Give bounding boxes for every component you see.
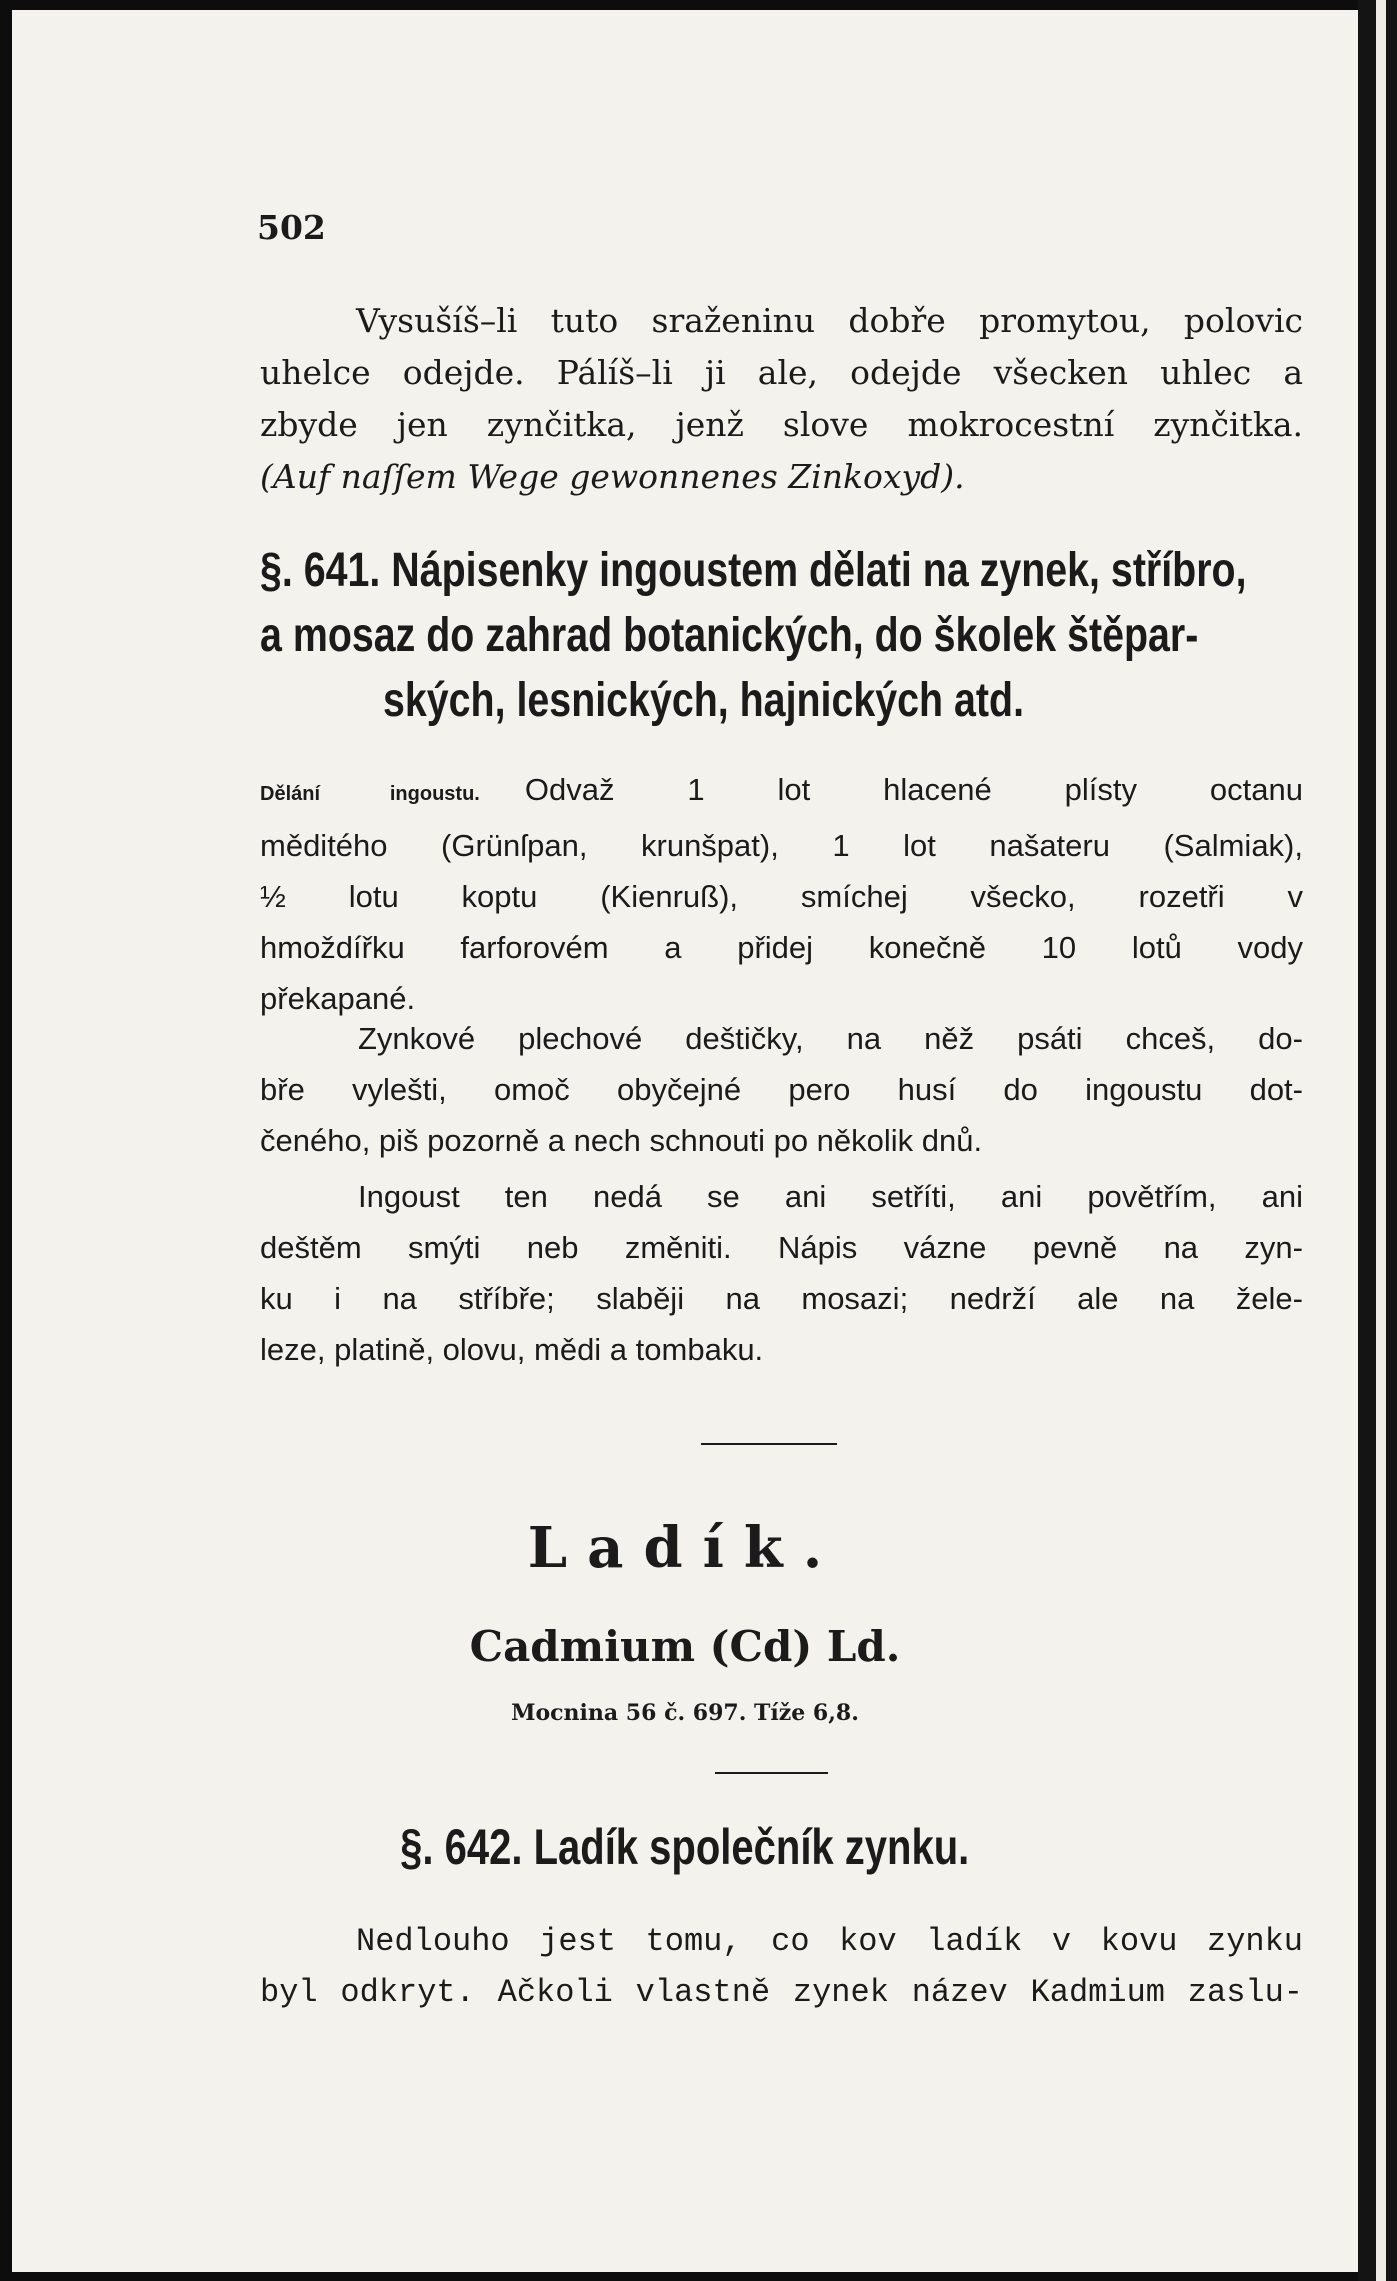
paragraph-4: [260, 1171, 1303, 1375]
chapter-title: Ladík.: [527, 1515, 843, 1581]
text-line: zbyde jen zynčitka, jenž slove mokrocestní zynčitka.: [260, 405, 1303, 444]
text-line: Zynkové plechové deštičky, na něž psáti chceš, do-: [358, 1021, 1303, 1056]
heading-line: §. 641. Nápisenky ingoustem dělati na zynek, stříbro,: [260, 544, 1247, 597]
text-line: ½ lotu koptu (Kienruß), smíchej všecko, rozetři v: [260, 879, 1303, 914]
text-line: překapané.: [260, 981, 416, 1016]
side-note: Dělání ingoustu.: [260, 783, 480, 805]
scan-edge: [1358, 0, 1397, 2281]
heading-text: §. 642. Ladík společník zynku.: [400, 1819, 970, 1875]
text-line: leze, platině, olovu, mědi a tombaku.: [260, 1332, 764, 1367]
heading-line: ských, lesnických, hajnických atd.: [383, 674, 1025, 727]
text-line: Ingoust ten nedá se ani setříti, ani povětřím, ani: [358, 1179, 1303, 1214]
paragraph-1: [260, 295, 1303, 503]
text-line: Vysušíš–li tuto sraženinu dobře promytou, polovic: [356, 301, 1303, 340]
page-number: 502: [257, 208, 326, 247]
paragraph-3: [260, 1013, 1303, 1166]
text-line: (Auf naſſem Wege gewonnenes Zinkoxyd).: [260, 457, 965, 496]
text-line: byl odkryt. Ačkoli vlastně zynek název Kadmium zaslu-: [260, 1974, 1303, 2011]
paragraph-5: [260, 1916, 1303, 2018]
section-642-heading: [12, 1818, 1358, 1876]
text-line: hmoždířku farforovém a přidej konečně 10 lotů vody: [260, 930, 1303, 965]
text-line: deštěm smýti neb změniti. Nápis vázne pevně na zyn-: [260, 1230, 1303, 1265]
text-line: měditého (Grünſpan, krunšpat), 1 lot našateru (Salmiak),: [260, 828, 1303, 863]
text-line: uhelce odejde. Pálíš–li ji ale, odejde všecken uhlec a: [260, 353, 1303, 392]
chapter-meta: Mocnina 56 č. 697. Tíže 6,8.: [511, 1700, 859, 1726]
text-line: Nedlouho jest tomu, co kov ladík v kovu zynku: [356, 1923, 1303, 1960]
paragraph-2: [260, 764, 1303, 1024]
heading-line: a mosaz do zahrad botanických, do školek štěpar-: [260, 609, 1199, 662]
text-line: Odvaž 1 lot hlacené plísty octanu: [524, 772, 1303, 807]
divider-rule: [715, 1772, 828, 1774]
text-line: bře vylešti, omoč obyčejné pero husí do ingoustu dot-: [260, 1072, 1303, 1107]
chapter-subtitle: Cadmium (Cd) Ld.: [469, 1622, 901, 1671]
divider-rule: [701, 1443, 837, 1445]
section-641-heading: [260, 538, 1247, 733]
text-line: čeného, piš pozorně a nech schnouti po několik dnů.: [260, 1123, 983, 1158]
text-line: ku i na stříbře; slaběji na mosazi; nedrží ale na žele-: [260, 1281, 1303, 1316]
book-page: [12, 10, 1358, 2272]
scan-edge-line: [1376, 0, 1386, 2281]
